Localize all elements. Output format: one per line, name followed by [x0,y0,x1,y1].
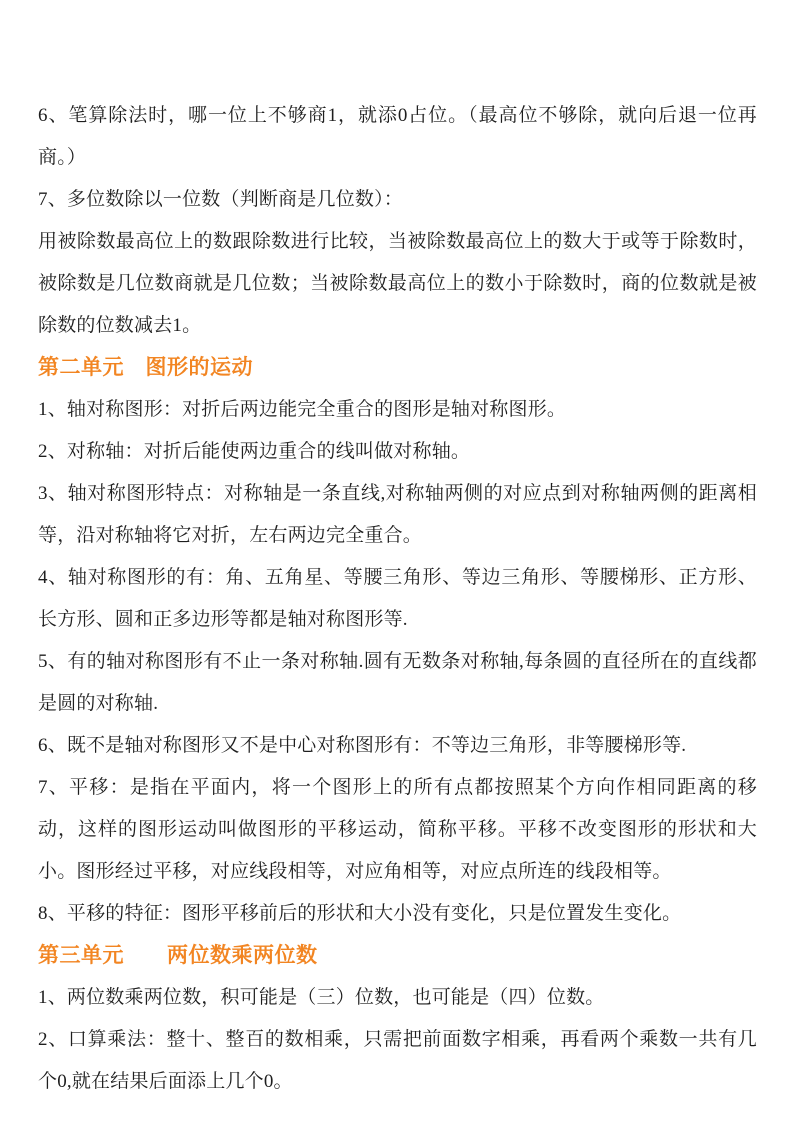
section-title-unit-2-figure-movement: 第二单元 图形的运动 [38,356,253,379]
paragraph-unit2-item-3-axisymmetric-features: 3、轴对称图形特点：对称轴是一条直线,对称轴两侧的对应点到对称轴两侧的距离相等，沿对称轴将它对折，左右两边完全重合。 [38,483,757,546]
paragraph-unit2-item-2-symmetry-axis: 2、对称轴：对折后能使两边重合的线叫做对称轴。 [38,441,471,462]
paragraph-unit3-item-2-mental-multiplication: 2、口算乘法：整十、整百的数相乘，只需把前面数字相乘，再看两个乘数一共有几个0,就在结果后面添上几个0。 [38,1029,757,1092]
paragraph-unit2-item-6-non-symmetric-figures: 6、既不是轴对称图形又不是中心对称图形有：不等边三角形，非等腰梯形等. [38,735,687,756]
paragraph-quotient-digits-rule: 用被除数最高位上的数跟除数进行比较，当被除数最高位上的数大于或等于除数时，被除数是几位数商就是几位数；当被除数最高位上的数小于除数时，商的位数就是被除数的位数减去1。 [38,231,757,336]
paragraph-unit3-item-1-product-digits: 1、两位数乘两位数，积可能是（三）位数，也可能是（四）位数。 [38,987,605,1008]
paragraph-written-division-rule: 6、笔算除法时，哪一位上不够商1，就添0占位。（最高位不够除，就向后退一位再商。） [38,105,757,168]
paragraph-unit2-item-7-translation-definition: 7、平移：是指在平面内，将一个图形上的所有点都按照某个方向作相同距离的移动，这样的图形运动叫做图形的平移运动，简称平移。平移不改变图形的形状和大小。图形经过平移，对应线段相等，对应角相等，对应点所连的线段相等。 [38,777,757,882]
paragraph-unit2-item-8-translation-features: 8、平移的特征：图形平移前后的形状和大小没有变化，只是位置发生变化。 [38,903,682,924]
paragraph-unit2-item-4-axisymmetric-examples: 4、轴对称图形的有：角、五角星、等腰三角形、等边三角形、等腰梯形、正方形、长方形、圆和正多边形等都是轴对称图形等. [38,567,757,630]
paragraph-unit2-item-1-axisymmetric-figure: 1、轴对称图形：对折后两边能完全重合的图形是轴对称图形。 [38,399,567,420]
section-title-unit-3-two-digit-multiplication: 第三单元 两位数乘两位数 [38,944,318,967]
paragraph-unit2-item-5-multiple-axes: 5、有的轴对称图形有不止一条对称轴.圆有无数条对称轴,每条圆的直径所在的直线都是圆的对称轴. [38,651,757,714]
paragraph-multidigit-division-heading: 7、多位数除以一位数（判断商是几位数）： [38,189,404,210]
